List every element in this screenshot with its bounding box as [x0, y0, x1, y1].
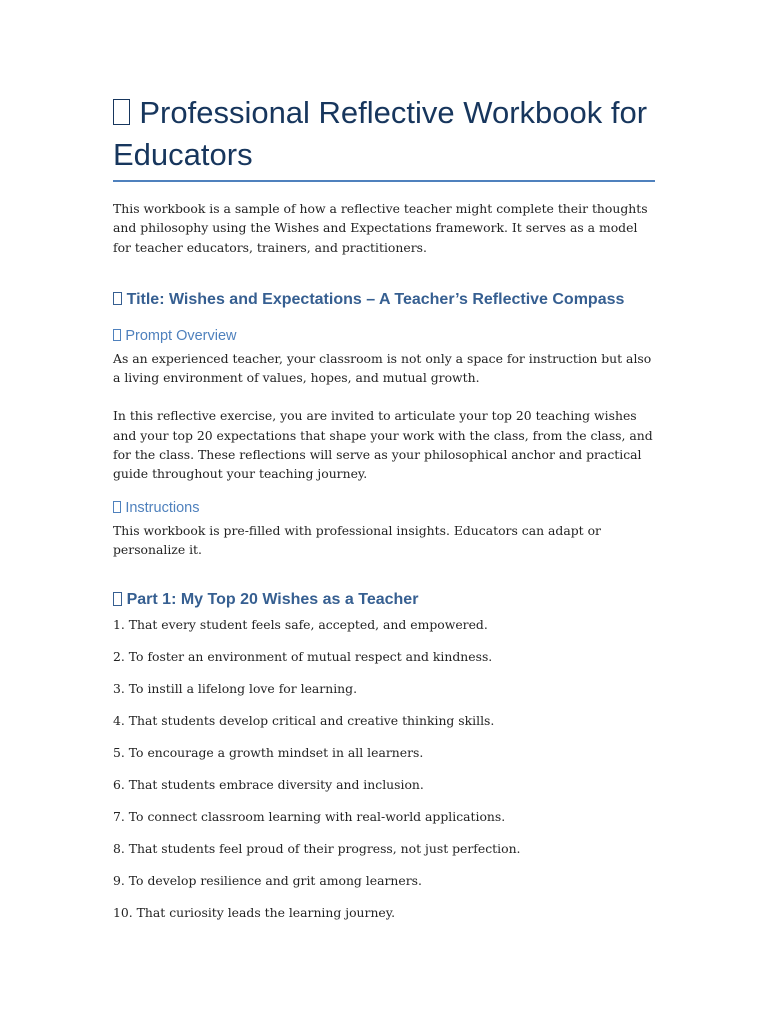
missing-glyph-icon [113, 292, 122, 306]
list-item: 1. That every student feels safe, accepted, and empowered. [113, 617, 488, 633]
document-title-text: Professional Reflective Workbook for Educators [113, 95, 648, 172]
missing-glyph-icon [113, 329, 121, 341]
instructions-heading-text: Instructions [125, 499, 200, 516]
prompt-overview-paragraph-2: In this reflective exercise, you are invited to articulate your top 20 teaching wishes and your top 20 expectations that shape your work with the class, from the class, and for the class. These reflections will serve as your philosophical anchor and practical guide throughout your teaching journey. [113, 408, 653, 482]
list-item: 10. That curiosity leads the learning journey. [113, 905, 396, 921]
missing-glyph-icon [113, 592, 122, 606]
missing-glyph-icon [113, 99, 130, 125]
list-item: 7. To connect classroom learning with real-world applications. [113, 809, 506, 825]
prompt-overview-heading-text: Prompt Overview [125, 327, 237, 344]
part1-heading [113, 589, 655, 611]
missing-glyph-icon [113, 501, 121, 513]
prompt-overview-paragraph-1: As an experienced teacher, your classroom is not only a space for instruction but also a living environment of values, hopes, and mutual growth. [113, 350, 652, 386]
wishes-list [113, 615, 655, 922]
section-title-heading [113, 289, 655, 311]
list-item: 9. To develop resilience and grit among learners. [113, 873, 422, 889]
instructions-paragraph: This workbook is pre-filled with professional insights. Educators can adapt or personalize it. [113, 522, 601, 557]
document-page [113, 92, 655, 935]
section-title-text: Title: Wishes and Expectations – A Teacher’s Reflective Compass [126, 290, 625, 308]
list-item: 6. That students embrace diversity and inclusion. [113, 777, 424, 793]
prompt-overview-heading [113, 326, 655, 346]
list-item: 3. To instill a lifelong love for learning. [113, 681, 358, 697]
document-title [113, 92, 655, 182]
list-item: 4. That students develop critical and creative thinking skills. [113, 713, 495, 729]
list-item: 5. To encourage a growth mindset in all learners. [113, 745, 424, 761]
instructions-heading [113, 498, 655, 518]
list-item: 2. To foster an environment of mutual respect and kindness. [113, 649, 493, 665]
intro-paragraph: This workbook is a sample of how a reflective teacher might complete their thoughts and philosophy using the Wishes and Expectations framework. It serves as a model for teacher educators, trainers, and practitioners. [113, 201, 648, 255]
list-item: 8. That students feel proud of their progress, not just perfection. [113, 841, 521, 857]
part1-heading-text: Part 1: My Top 20 Wishes as a Teacher [126, 591, 419, 609]
